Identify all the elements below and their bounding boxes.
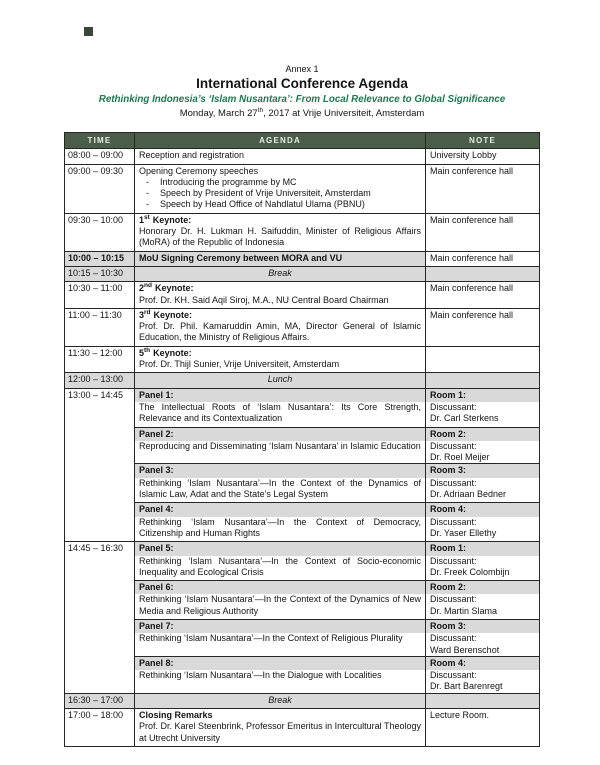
time-cell: 14:45 – 16:30: [65, 542, 135, 694]
table-header-row: [65, 133, 540, 149]
discussant-name: Dr. Martin Slama: [430, 605, 498, 616]
agenda-cell: [135, 581, 426, 620]
note-cell: [426, 427, 540, 464]
discussant-label: Discussant:: [430, 594, 477, 605]
note-cell: Main conference hall: [426, 213, 540, 251]
room-header: Room 1:: [426, 542, 539, 555]
keynote-ordinal: th: [144, 346, 151, 354]
discussant-label: Discussant:: [430, 670, 477, 681]
note-cell: [426, 581, 540, 620]
note-cell: [426, 388, 540, 427]
time-cell: 09:30 – 10:00: [65, 213, 135, 251]
keynote-label: Keynote:: [153, 309, 193, 320]
discussant-name: Dr. Freek Colombijn: [430, 566, 510, 577]
row-mou-signing: [65, 251, 540, 266]
date-line: [64, 108, 540, 119]
document-header: [64, 64, 540, 119]
note-cell: [426, 619, 540, 656]
note-cell: Lecture Room.: [426, 709, 540, 747]
break-label: Break: [135, 266, 426, 281]
column-header-time: TIME: [65, 133, 135, 149]
discussant-label: Discussant:: [430, 516, 477, 527]
agenda-cell: [135, 656, 426, 693]
panel-body: Rethinking ‘Islam Nusantara’—In the Context of Socio-economic Inequality and Ecological Crisis: [139, 555, 421, 577]
closing-heading: Closing Remarks: [139, 710, 213, 721]
closing-speaker: Prof. Dr. Karel Steenbrink, Professor Emeritus in Intercultural Theology at Utrecht University: [139, 721, 421, 743]
row-break-afternoon: [65, 693, 540, 708]
note-cell: [426, 266, 540, 281]
keynote-number: 3: [139, 309, 145, 320]
annex-label: Annex 1: [285, 64, 319, 74]
row-panel-5: [65, 542, 540, 581]
agenda-cell: [135, 164, 426, 213]
room-header: Room 4:: [426, 503, 539, 516]
panel-body: Rethinking ‘Islam Nusantara’—In the Dialogue with Localities: [139, 670, 382, 681]
bullet-item: [139, 188, 421, 199]
discussant-label: Discussant:: [430, 633, 477, 644]
time-cell: 10:00 – 10:15: [65, 251, 135, 266]
keynote-ordinal: st: [144, 213, 150, 221]
bullet-dash: -: [146, 176, 149, 187]
discussant-label: Discussant:: [430, 477, 477, 488]
bullet-item: [139, 199, 421, 210]
discussant-name: Dr. Roel Meijer: [430, 452, 490, 463]
discussant-label: Discussant:: [430, 440, 477, 451]
panel-header: Panel 5:: [135, 542, 425, 555]
page-subtitle: Rethinking Indonesia’s ‘Islam Nusantara’: From Local Relevance to Global Significance: [98, 94, 506, 105]
row-keynote-2: [65, 282, 540, 309]
keynote-heading: [139, 283, 421, 294]
note-cell: Main conference hall: [426, 282, 540, 309]
panel-body: The Intellectual Roots of ‘Islam Nusantara’: Its Core Strength, Relevance and its Contextualization: [139, 401, 421, 424]
row-keynote-3: [65, 308, 540, 346]
keynote-ordinal: rd: [144, 308, 151, 316]
discussant-name: Dr. Carl Sterkens: [430, 413, 499, 424]
time-cell: 12:00 – 13:00: [65, 373, 135, 388]
keynote-label: Keynote:: [153, 347, 192, 358]
bullet-text: Speech by President of Vrije Universiteit, Amsterdam: [160, 188, 371, 199]
corner-mark: [84, 27, 93, 36]
keynote-number: 5: [139, 347, 145, 358]
keynote-speaker: Prof. Dr. KH. Said Aqil Siroj, M.A., NU Central Board Chairman: [139, 294, 389, 305]
row-panel-3: [65, 464, 540, 503]
date-suffix: , 2017 at Vrije Universiteit, Amsterdam: [263, 108, 425, 119]
break-label: Break: [135, 693, 426, 708]
panel-body: Rethinking ‘Islam Nusantara’—In the Context of the Dynamics of New Media and Religious Authority: [139, 594, 421, 616]
keynote-heading: [139, 215, 421, 226]
panel-body: Rethinking ‘Islam Nusantara’—In the Context of Religious Plurality: [139, 633, 403, 644]
time-cell: 10:30 – 11:00: [65, 282, 135, 309]
panel-header: Panel 8:: [135, 657, 425, 670]
note-cell: Main conference hall: [426, 251, 540, 266]
row-keynote-1: [65, 213, 540, 251]
row-opening-ceremony: [65, 164, 540, 213]
discussant-name: Dr. Yaser Ellethy: [430, 527, 497, 538]
keynote-heading: [139, 348, 421, 359]
panel-header: Panel 4:: [135, 503, 425, 516]
row-break-morning: [65, 266, 540, 281]
note-cell: [426, 693, 540, 708]
agenda-cell: [135, 388, 426, 427]
agenda-cell: [135, 427, 426, 464]
room-header: Room 4:: [426, 657, 539, 670]
room-header: Room 2:: [426, 428, 539, 441]
agenda-cell: [135, 464, 426, 503]
row-panel-8: [65, 656, 540, 693]
panel-header: Panel 1:: [135, 389, 425, 402]
agenda-cell: [135, 619, 426, 656]
row-panel-2: [65, 427, 540, 464]
panel-header: Panel 3:: [135, 464, 425, 477]
note-cell: [426, 464, 540, 503]
keynote-label: Keynote:: [154, 283, 194, 294]
note-cell: [426, 346, 540, 373]
agenda-cell: [135, 503, 426, 542]
date-superscript: th: [257, 106, 264, 114]
agenda-cell: [135, 346, 426, 373]
lunch-label: Lunch: [135, 373, 426, 388]
row-keynote-5: [65, 346, 540, 373]
time-cell: 17:00 – 18:00: [65, 709, 135, 747]
keynote-speaker: Prof. Dr. Phil. Kamaruddin Amin, MA, Director General of Islamic Education, the Ministry of Religious Affairs.: [139, 321, 421, 343]
agenda-cell: [135, 308, 426, 346]
agenda-cell: [135, 542, 426, 581]
agenda-table: [64, 132, 540, 747]
note-cell: Main conference hall: [426, 308, 540, 346]
panel-header: Panel 2:: [135, 428, 425, 441]
row-panel-1: [65, 388, 540, 427]
row-closing-remarks: [65, 709, 540, 747]
time-cell: 11:00 – 11:30: [65, 308, 135, 346]
room-header: Room 3:: [426, 620, 539, 633]
time-cell: 08:00 – 09:00: [65, 149, 135, 164]
panel-header: Panel 6:: [135, 581, 425, 594]
column-header-agenda: AGENDA: [135, 133, 426, 149]
discussant-name: Dr. Bart Barenregt: [430, 681, 503, 692]
keynote-speaker: Prof. Dr. Thijl Sunier, Vrije Universiteit, Amsterdam: [139, 359, 340, 370]
column-header-note: NOTE: [426, 133, 540, 149]
row-lunch: [65, 373, 540, 388]
row-panel-7: [65, 619, 540, 656]
room-header: Room 3:: [426, 464, 539, 477]
bullet-text: Introducing the programme by MC: [160, 176, 297, 187]
note-cell: Main conference hall: [426, 164, 540, 213]
time-cell: 13:00 – 14:45: [65, 388, 135, 542]
row-reception: [65, 149, 540, 164]
note-cell: [426, 542, 540, 581]
agenda-cell: [135, 282, 426, 309]
room-header: Room 1:: [426, 389, 539, 402]
time-cell: 16:30 – 17:00: [65, 693, 135, 708]
keynote-heading: [139, 310, 421, 321]
panel-body: Reproducing and Disseminating ‘Islam Nusantara’ in Islamic Education: [139, 440, 421, 451]
note-cell: University Lobby: [426, 149, 540, 164]
keynote-label: Keynote:: [152, 214, 192, 225]
agenda-cell: [135, 709, 426, 747]
keynote-number: 2: [139, 283, 145, 294]
room-header: Room 2:: [426, 581, 539, 594]
keynote-ordinal: nd: [144, 282, 152, 290]
bullet-item: [139, 177, 421, 188]
agenda-item-title: Opening Ceremony speeches: [139, 165, 259, 176]
panel-header: Panel 7:: [135, 620, 425, 633]
panel-body: Rethinking ‘Islam Nusantara’—In the Context of the Dynamics of Islamic Law, Adat and the State’s Legal System: [139, 477, 421, 500]
time-cell: 09:00 – 09:30: [65, 164, 135, 213]
bullet-dash: -: [146, 199, 149, 210]
page-title: International Conference Agenda: [196, 76, 408, 91]
panel-body: Rethinking ‘Islam Nusantara’—In the Context of Democracy, Citizenship and Human Rights: [139, 516, 421, 538]
row-panel-4: [65, 503, 540, 542]
keynote-number: 1: [139, 214, 145, 225]
agenda-cell: [135, 213, 426, 251]
discussant-name: Dr. Adriaan Bedner: [430, 489, 507, 500]
bullet-dash: -: [146, 188, 149, 199]
discussant-label: Discussant:: [430, 401, 477, 412]
bullet-text: Speech by Head Office of Nahdlatul Ulama (PBNU): [160, 199, 365, 210]
agenda-cell: Reception and registration: [135, 149, 426, 164]
discussant-label: Discussant:: [430, 555, 477, 566]
agenda-cell: MoU Signing Ceremony between MORA and VU: [135, 251, 426, 266]
note-cell: [426, 656, 540, 693]
discussant-name: Ward Berenschot: [430, 644, 500, 655]
row-panel-6: [65, 581, 540, 620]
note-cell: [426, 503, 540, 542]
keynote-speaker: Honorary Dr. H. Lukman H. Saifuddin, Minister of Religious Affairs (MoRA) of the Republic of Indonesia: [139, 226, 421, 248]
time-cell: 10:15 – 10:30: [65, 266, 135, 281]
note-cell: [426, 373, 540, 388]
time-cell: 11:30 – 12:00: [65, 346, 135, 373]
date-prefix: Monday, March 27: [179, 108, 258, 119]
